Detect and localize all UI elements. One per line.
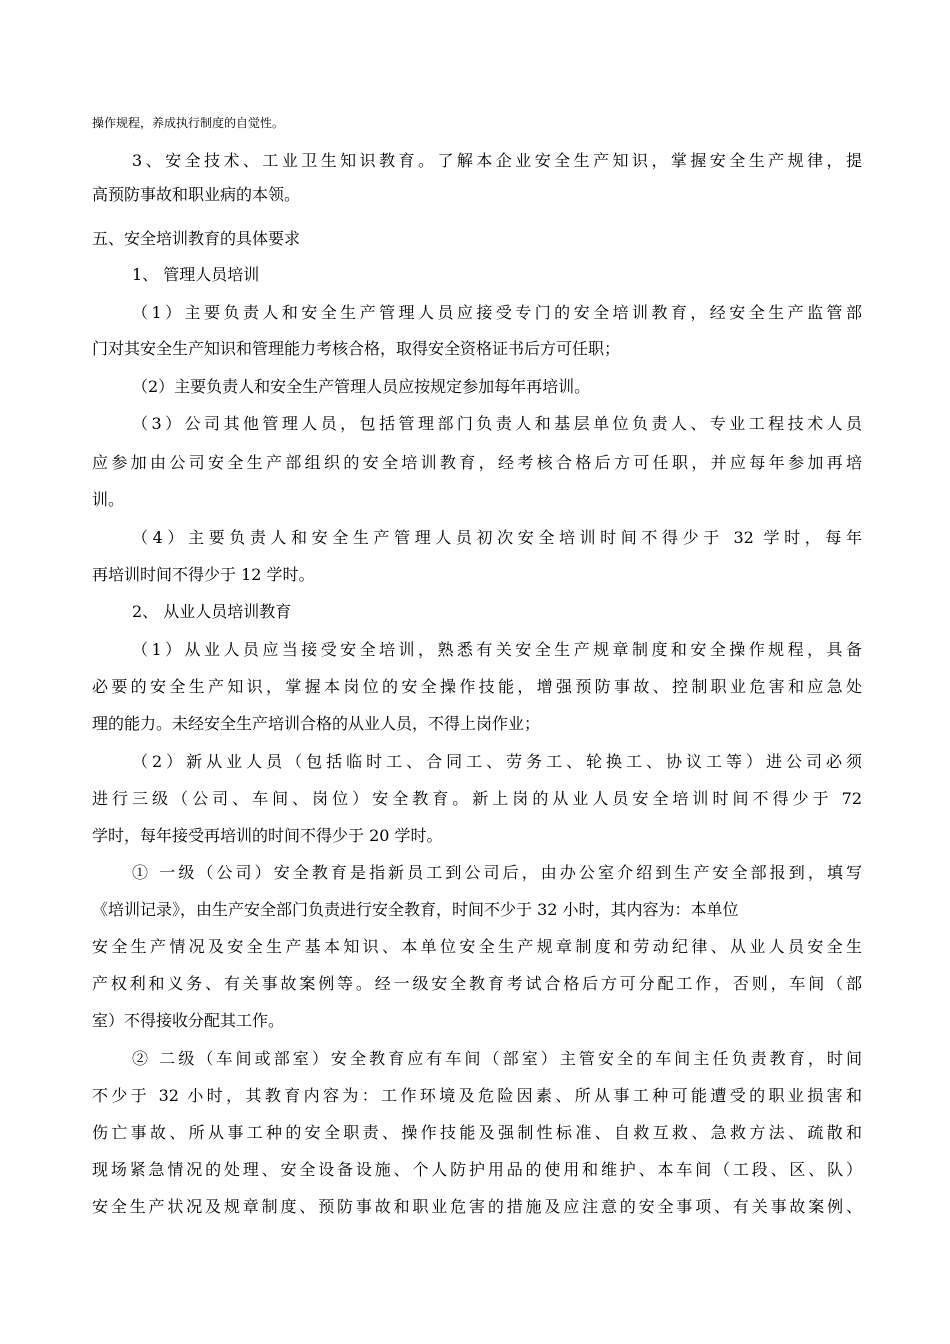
text-line: 学时，每年接受再培训的时间不得少于 20 学时。 [92,826,443,845]
text-line: （2）主要负责人和安全生产管理人员应按规定参加每年再培训。 [132,377,591,396]
text-line: 理的能力。未经安全生产培训合格的从业人员，不得上岗作业； [92,714,541,733]
text-line: 室）不得接收分配其工作。 [92,1011,285,1030]
text-line: 伤亡事故、所从事工种的安全职责、操作技能及强制性标准、自救互救、急救方法、疏散和 [92,1123,862,1142]
text-line: 产权利和义务、有关事故案例等。经一级安全教育考试合格后方可分配工作，否则，车间（部 [92,974,862,993]
text-line: 应参加由公司安全生产部组织的安全培训教育，经考核合格后方可任职，并应每年参加再培 [92,453,862,472]
text-line: 门对其安全生产知识和管理能力考核合格，取得安全资格证书后方可任职； [92,339,621,358]
text-line: 现场紧急情况的处理、安全设备设施、个人防护用品的使用和维护、本车间（工段、区、队） [92,1160,862,1179]
text-line: （3）公司其他管理人员，包括管理部门负责人和基层单位负责人、专业工程技术人员 [132,414,862,433]
text-line: 安全生产情况及安全生产基本知识、本单位安全生产规章制度和劳动纪律、从业人员安全生 [92,937,862,956]
text-line: （2）新从业人员（包括临时工、合同工、劳务工、轮换工、协议工等）进公司必须 [132,752,862,771]
text-line: （4）主要负责人和安全生产管理人员初次安全培训时间不得少于 32 学时，每年 [132,528,862,547]
text-line: 3、安全技术、工业卫生知识教育。了解本企业安全生产知识，掌握安全生产规律，提 [132,151,862,170]
text-line: 操作规程，养成执行制度的自觉性。 [92,116,285,130]
text-line: 高预防事故和职业病的本领。 [92,185,301,204]
text-line: 训。 [92,490,125,509]
text-line: ② 二级（车间或部室）安全教育应有车间（部室）主管安全的车间主任负责教育，时间 [132,1049,862,1068]
text-line: 再培训时间不得少于 12 学时。 [92,565,315,584]
text-line: （1）主要负责人和安全生产管理人员应接受专门的安全培训教育，经安全生产监管部 [132,303,862,322]
text-line: ① 一级（公司）安全教育是指新员工到公司后，由办公室介绍到生产安全部报到，填写 [132,863,862,882]
text-line: 必要的安全生产知识，掌握本岗位的安全操作技能，增强预防事故、控制职业危害和应急处 [92,677,862,696]
text-line: 《培训记录》，由生产安全部门负责进行安全教育，时间不少于 32 小时，其内容为：本单位 [92,900,739,919]
subsection-heading: 2、 从业人员培训教育 [132,602,292,621]
text-line: 安全生产状况及规章制度、预防事故和职业危害的措施及应注意的安全事项、有关事故案例、 [92,1197,862,1216]
subsection-heading: 1、 管理人员培训 [132,265,260,284]
text-line: 进行三级（公司、车间、岗位）安全教育。新上岗的从业人员安全培训时间不得少于 72 [92,789,862,808]
text-line: 不少于 32 小时，其教育内容为：工作环境及危险因素、所从事工种可能遭受的职业损害和 [92,1086,862,1105]
text-line: （1）从业人员应当接受安全培训，熟悉有关安全生产规章制度和安全操作规程，具备 [132,640,862,659]
section-heading: 五、安全培训教育的具体要求 [92,229,301,248]
